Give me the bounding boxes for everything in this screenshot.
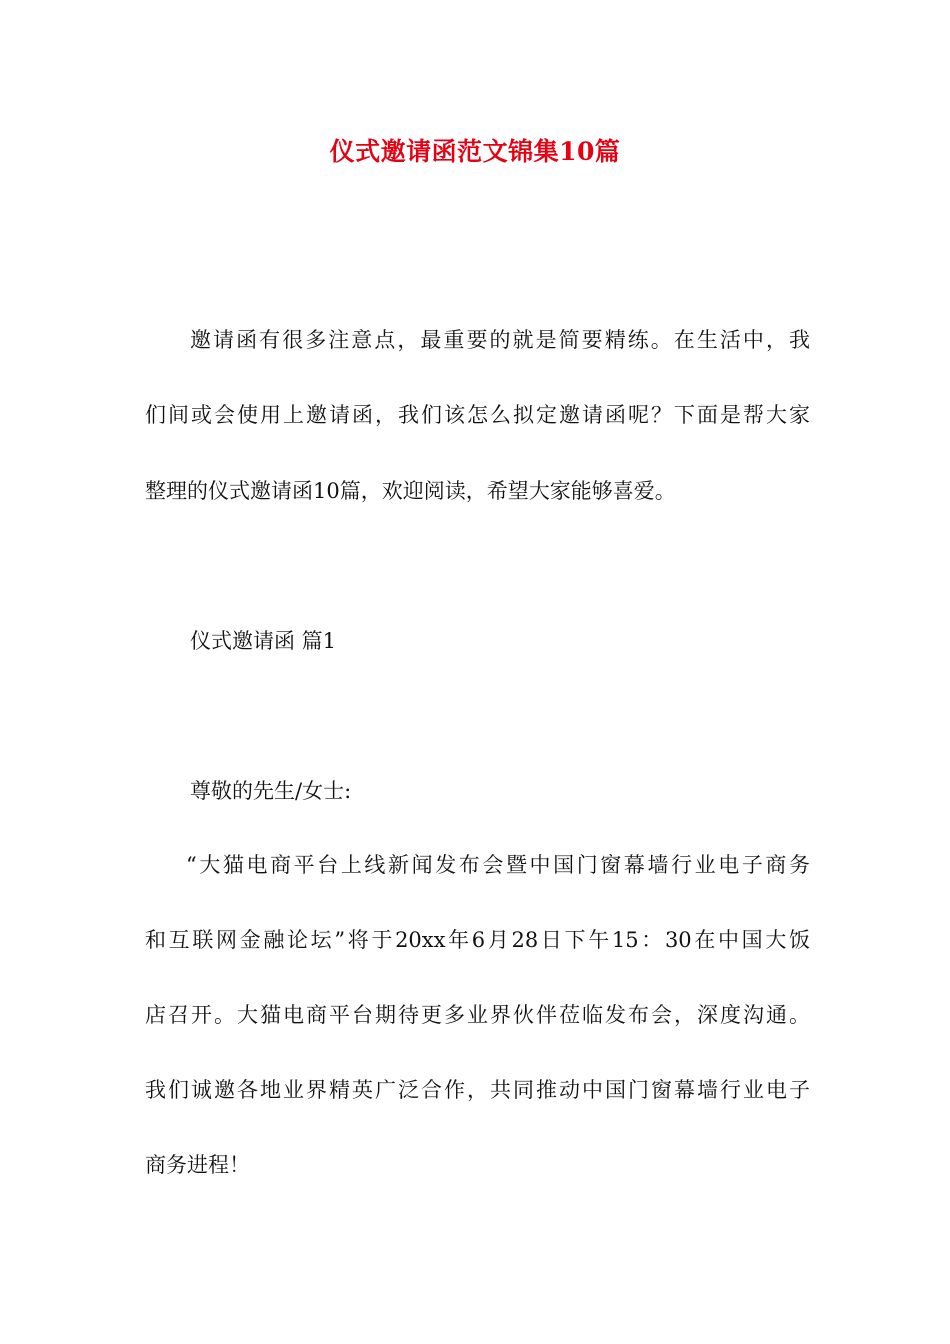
body-line-5: 商务进程！ bbox=[145, 1153, 250, 1177]
document-title: 仪式邀请函范文锦集10篇 bbox=[329, 137, 621, 166]
intro-line-1: 邀请函有很多注意点，最重要的就是简要精练。在生活中，我 bbox=[190, 328, 810, 352]
section-heading: 仪式邀请函 篇1 bbox=[190, 629, 337, 653]
intro-line-2: 们间或会使用上邀请函，我们该怎么拟定邀请函呢？下面是帮大家 bbox=[145, 403, 810, 427]
body-line-1: “大猫电商平台上线新闻发布会暨中国门窗幕墙行业电子商务 bbox=[186, 853, 810, 877]
intro-line-3: 整理的仪式邀请函10篇，欢迎阅读，希望大家能够喜爱。 bbox=[145, 479, 676, 503]
body-line-4: 我们诚邀各地业界精英广泛合作，共同推动中国门窗幕墙行业电子 bbox=[145, 1078, 810, 1102]
salutation: 尊敬的先生/女士: bbox=[190, 779, 352, 803]
body-line-3: 店召开。大猫电商平台期待更多业界伙伴莅临发布会，深度沟通。 bbox=[145, 1003, 810, 1027]
body-line-2: 和互联网金融论坛”将于20xx年6月28日下午15：30在中国大饭 bbox=[145, 928, 810, 952]
